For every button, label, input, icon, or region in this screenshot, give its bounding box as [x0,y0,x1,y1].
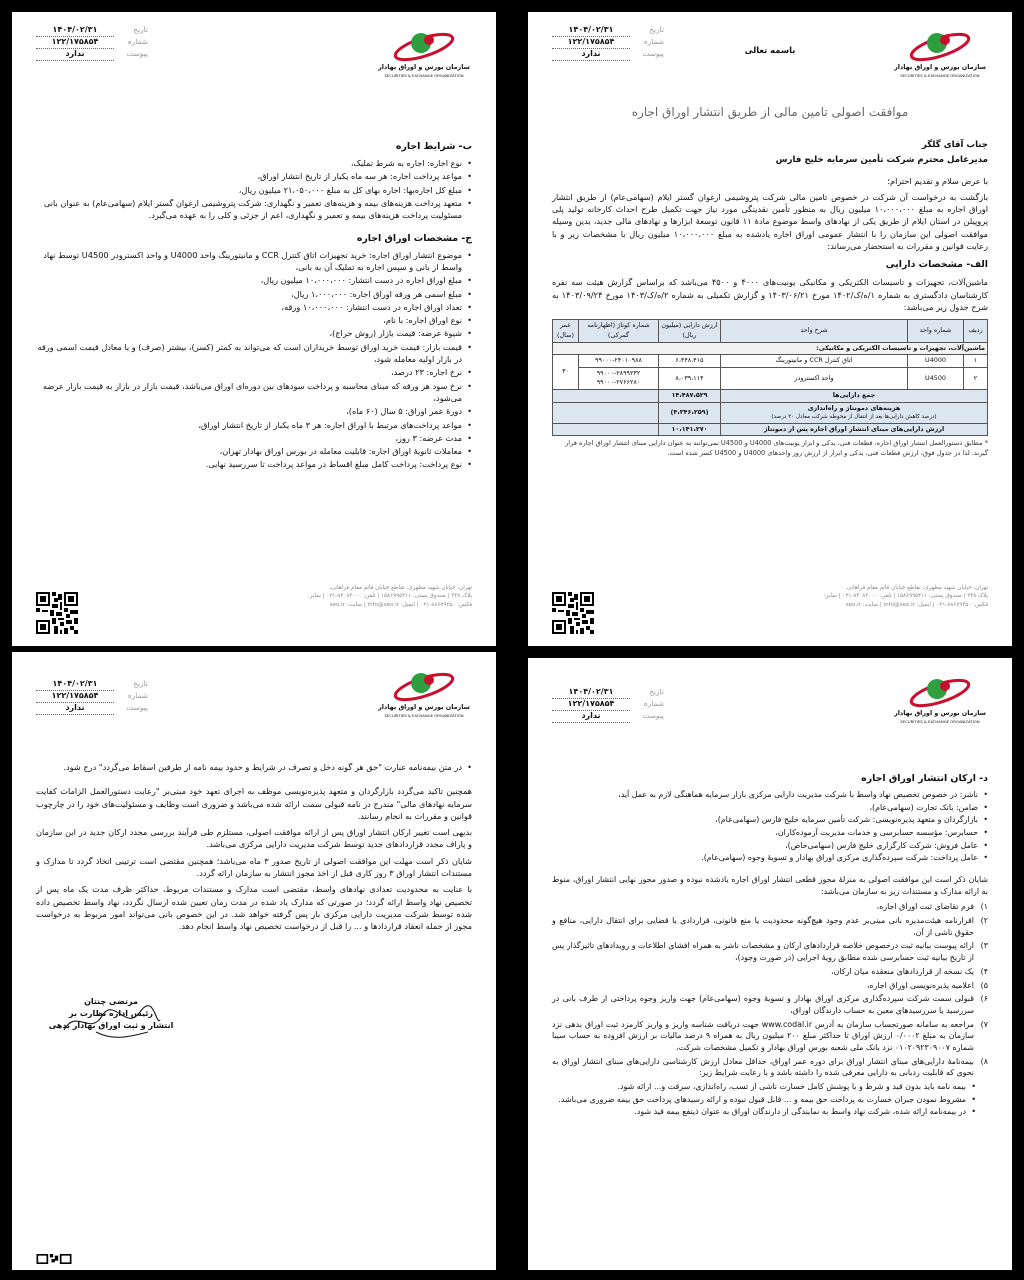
footer-address [272,584,472,634]
meta-date-value: ۱۴۰۴/۰۲/۳۱ [552,24,630,37]
deduction-row [553,402,988,423]
letter-page-1 [528,12,1012,646]
letter-page-4 [12,652,496,1270]
list-item: • تعداد اوراق اجاره در دست انتشار: ۱۰،۰۰۰،۰۰۰ ورقه، [36,301,472,313]
meta-date-label: تاریخ [649,25,664,35]
signer-name: مرتضی چنتان [84,997,138,1006]
page-3-body [552,766,988,1119]
list-item: • قیمت بازار: قیمت خرید اوراق توسط خریداران است که می‌تواند به کمتر (کسر)، بیشتر (صرف) و یا معادل قیمت اسمی ورقه در بازار اولیه معامله شود، [36,341,472,366]
table-row [553,355,988,368]
list-item [552,1019,988,1054]
cell-value: ۸،۰۳۹،۱۱۴ [659,367,721,389]
list-item: • مبلغ کل اجاره‌بها: اجاره بهای کل به مبلغ ۲۱،۰۵۰،۰۰۰ میلیون ریال، [36,184,472,196]
meta-attachment-value: ندارد [552,48,630,61]
th-life: عمر (سال) [553,320,579,342]
seo-logo [892,674,988,730]
paragraph: شایان ذکر است مهلت این موافقت اصولی از تاریخ صدور ۳ ماه می‌باشد؛ همچنین مقتضی است ترتیبی اتخاذ گردد تا مدارک و مستندات انتشار اوراق ۳ روز کاری قبل از اخذ مجوز انتشار به سازمان ارائه گردد. [36,855,472,879]
list-item: • متعهد پرداخت هزینه‌های بیمه و هزینه‌های تعمیر و نگهداری: شرکت پتروشیمی ارغوان گستر ایلام (سهامی‌عام) به عنوان بانی مسئولیت پرداخت هزینه‌های بیمه و تعمیر و نگهداری، اعم از جزئی و کلی را به عهده می‌گیرد. [36,197,472,222]
meta-number-label: شماره [127,37,148,47]
list-item [552,940,988,963]
footer-line: فکس: ۸۸۶۷۹۴۵۰-۰۲۱ | ایمیل: info@seo.ir | سایت: seo.ir [329,601,472,608]
section-b-list [36,157,472,221]
item-text: قبولی سمت شرکت سپرده‌گذاری مرکزی اوراق بهادار و تسویهٔ وجوه (سهامی‌عام) جهت واریز وجوه پرداختی از طرف بانی در سررسید یا سررسیدهای معین به حساب دارندگان اوراق، [552,994,974,1015]
list-item: • نوع پرداخت: پرداخت کامل مبلغ اقساط در مواعد پرداخت تا سررسید نهایی. [36,458,472,470]
list-item: • مشروط نمودن جبران خسارت به پرداخت حق بیمه و ... قابل قبول نبوده و ارائه رسیدهای پرداخت حق بیمه ضروری می‌باشد. [552,1094,976,1106]
cell-unit: U4500 [908,367,964,389]
org-name-fa: سازمان بورس و اوراق بهادار [894,709,986,717]
item-number: ۱) [980,902,988,912]
deduction-label: هزینه‌های دمونتاژ و راه‌اندازی [807,403,901,412]
seo-logo [376,28,472,84]
net-row [553,423,988,436]
signer-title: انتشار و ثبت اوراق بهادار بدهی [48,1021,174,1030]
cell-value: ۶،۴۴۸،۴۱۵ [659,355,721,368]
qr-code-icon [36,592,78,634]
footer-line: فکس: ۸۸۶۷۹۴۵۰-۰۲۱ | ایمیل: info@seo.ir | سایت: seo.ir [845,601,988,608]
cell-row-no: ۲ [964,367,988,389]
footer-line: تهران، خیابان شهید مطهری، تقاطع خیابان قائم مقام فراهانی، [845,585,988,591]
page-1-body [552,104,988,459]
org-name-fa: سازمان بورس و اوراق بهادار [894,63,986,71]
total-row [553,390,988,403]
item-text: یک نسخه از قراردادهای منعقده میان ارکان، [831,966,974,976]
total-value: ۱۴،۴۸۷،۵۲۹ [659,390,721,403]
item-text: اعلامیه پذیره‌نویسی اوراق اجاره، [866,980,974,990]
list-item [552,980,988,992]
list-item: • نوع اجاره: اجاره به شرط تملیک، [36,157,472,169]
footer-line: پلاک ۳۴۸ | صندوق پستی: ۱۵۸۶۹۹۵۴۱۱ | تلفن: ۸۴۰۸۳۰۰۰-۰۲۱ | نمابر: [307,593,472,600]
list-item: • دورهٔ عمر اوراق: ۵ سال (۶۰ ماه)، [36,405,472,417]
deduction-note: (درصد کاهش دارایی‌ها بعد از انتقال از محوطه شرکت معادل ۳۰ درصد) [771,414,937,421]
meta-date-value: ۱۴۰۴/۰۲/۳۱ [36,24,114,37]
deduction-label-cell [721,402,988,423]
list-item: • مدت عرضه: ۳ روز، [36,432,472,444]
meta-attachment-value: ندارد [36,702,114,715]
section-d-heading: د- ارکان انتشار اوراق اجاره [861,773,988,784]
paragraph: همچنین تاکید می‌گردد بازارگردان و متعهد پذیره‌نویسی موظف به اجرای تعهد خود مبنی‌بر "رعایت دستورالعمل الزامات کفایت سرمایه نهادهای مالی" مندرج در نامه قبولی سمت ارائه شده می‌باشد و ضروری است وظایف و مسئولیت‌های خود را در چارچوب قوانین و مقررات به انجام رسانند. [36,786,472,821]
total-label: جمع دارایی‌ها [721,390,988,403]
list-item: • در متن بیمه‌نامه عبارت "حق هر گونه دخل و تصرف در شرایط و حدود بیمه نامه از طرفین اسقاط می‌گردد" درج شود. [36,761,472,773]
letter-page-3 [528,658,1012,1270]
page-4-body [36,760,472,937]
item-number: ۸) [980,1056,988,1066]
intro-paragraph: بازگشت به درخواست آن شرکت در خصوص تامین مالی شرکت پتروشیمی ارغوان گستر ایلام (سهامی‌عام) از طریق انتشار اوراق اجاره به مبلغ ۱۰،۰۰۰،۰۰۰ میلیون ریال به منظور تأمین نقدینگی مورد نیاز جهت تکمیل طرح احداث کارخانه تولید پلی پروپیلن در استان ایلام از طریق یکی از نهادهای واسط موضوع مادهٔ ۱۱ قانون توسعهٔ ابزارها و نهادهای مالی جدید، بدین وسیله موافقت اصولی این سازمان را با انتشار عمومی اوراق اجاره یادشده به مبلغ ۱۰،۰۰۰،۰۰۰ میلیون ریال با مشخصات زیر و با رعایت قوانین و مقررات به استحضار می‌رساند: [552,191,989,252]
org-name-fa: سازمان بورس و اوراق بهادار [378,703,470,711]
list-item: • عامل فروش: شرکت کارگزاری خلیج فارس (سهامی‌خاص)، [552,840,988,852]
list-item: • بیمه نامه باید بدون قید و شرط و با پوشش کامل خسارت ناشی از تسب، راه‌اندازی، سرقت و... ارائه شود. [552,1081,976,1093]
seo-logo-icon [907,674,973,708]
deduction-value: (۴،۳۴۶،۲۵۹) [659,402,721,423]
letter-meta [36,678,148,714]
list-item: • شیوهٔ عرضه: قیمت بازار (روش حراج)، [36,327,472,339]
item-number: ۵) [980,980,988,990]
org-name-fa: سازمان بورس و اوراق بهادار [378,63,470,71]
meta-attachment-label: پیوست [642,711,664,721]
paragraph: بدیهی است تغییر ارکان انتشار اوراق پس از ارائه موافقت اصولی، مستلزم طی فرآیند بررسی مجدد ارکان جدید در این سازمان و پاراف مجدد قراردادهای جدید توسط شرکت مدیریت دارایی مرکزی می‌باشد. [36,827,472,850]
letter-title: موافقت اصولی تامین مالی از طریق انتشار اوراق اجاره [631,105,909,119]
table-header-row [553,320,988,342]
letter-meta [36,24,148,60]
net-label: ارزش دارایی‌های مبنای انتشار اوراق اجاره پس از دمونتاژ [721,423,988,436]
item-number: ۴) [980,966,988,976]
meta-date-value: ۱۴۰۴/۰۲/۳۱ [552,686,630,699]
letter-page-2 [12,12,496,646]
letter-meta [552,24,664,60]
page-footer [552,584,988,634]
letter-meta [552,686,664,722]
paragraph: با عنایت به محدودیت تعدادی نهادهای واسط، مقتضی است مدارک و مستندات مربوط، حداکثر ظرف مدت یک ماه پس از تخصیص نهاد واسط ارائه گردد؛ در صورتی که مدارک یاد شده در مدت زمان تعیین شده ارسال نگردد، نهاد واسط تخصیص داده شده توسط شرکت مدیریت دارایی مرکزی باز پس گرفته خواهد شد. در این خصوص بانی می‌تواند امور مربوط به درخواست مجوز از جمله انعقاد قراردادها و ... را قبل از درخواست تخصیص نهاد واسط انجام دهد. [36,884,472,932]
final-permit-notice: شایان ذکر است این موافقت اصولی به منزلهٔ مجوز قطعی انتشار اوراق اجاره یادشده نبوده و صدور مجوز نهایی انتشار اوراق، منوط به ارائه مدارک و مستندات زیر به سازمان می‌باشد: [552,875,988,896]
meta-attachment-label: پیوست [126,49,148,59]
list-item [552,966,988,978]
qr-code-icon [36,1254,72,1264]
insurance-conditions-list [552,1081,988,1118]
item-number: ۳) [980,941,988,951]
assets-table [552,319,988,436]
meta-number-label: شماره [643,37,664,47]
list-item: • نرخ سود هر ورقه که مبنای محاسبه و پرداخت سودهای بین دوره‌ای اوراق می‌باشد، قیمت بازار در بازار به قیمت بازار عرضه می‌شود، [36,380,472,405]
empty-cell [553,402,659,423]
list-item [552,901,988,913]
meta-number-value: ۱۲۲/۱۷۵۸۵۴ [36,36,114,49]
page-2-body [36,134,472,472]
list-item: • عامل پرداخت: شرکت سپرده‌گذاری مرکزی اوراق بهادار و تسویهٔ وجوه (سهامی‌عام). [552,852,988,864]
section-d-list [552,789,988,864]
table-footnote: * مطابق دستورالعمل انتشار اوراق اجاره، قطعات فنی، یدکی و ابزار یونیت‌های U4000 و U4500 نمی‌توانند به عنوان دارایی مبنای انتشار اوراق اجاره قرار گیرند. لذا در جدول فوق، ارزش قطعات فنی، یدکی و ابزار از ارزش روز واحدهای U4000 و U4500 کسر شده است. [565,439,988,458]
meta-number-value: ۱۲۲/۱۷۵۸۵۴ [552,698,630,711]
section-a-heading: الف- مشخصات دارایی [885,259,988,271]
section-b-heading: ب- شرایط اجاره [395,141,472,152]
org-name-en: SECURITIES & EXCHANGE ORGANIZATION [900,718,980,724]
footer-address [788,584,988,634]
page-footer [36,584,472,634]
list-item: • مبلغ اسمی هر ورقه اوراق اجاره: ۱،۰۰۰،۰۰۰ ریال، [36,288,472,300]
list-item [552,993,988,1016]
meta-date-value: ۱۴۰۴/۰۲/۳۱ [36,678,114,691]
meta-date-label: تاریخ [133,25,148,35]
list-item: • موضوع انتشار اوراق اجاره: خرید تجهیزات اتاق کنترل CCR و مانیتورینگ واحد U4000 و واحد اکسترودر U4500 توسط نهاد واسط از بانی و سپس اجاره به تملیک آن به بانی، [36,249,472,274]
item-text: فرم تقاضای ثبت اوراق اجاره، [876,902,974,912]
cell-desc: واحد اکسترودر [721,367,908,389]
list-item [552,915,988,938]
list-item: • مواعد پرداخت‌های مرتبط با اوراق اجاره: هر ۳ ماه یکبار از تاریخ انتشار اوراق، [36,419,472,431]
section-c-heading: ج- مشخصات اوراق اجاره [356,232,472,244]
cell-unit: U4000 [908,355,964,368]
item-text: ارائه پیوست بیانیه ثبت درخصوص خلاصه قراردادهای ارکان و مشخصات ناشر به همراه افشای اطلاعات و رویدادهای تاثیرگذار پس از تاریخ بیانیه ثبت حسابرسی شده مطابق رویهٔ اجرایی (در صورت وجود)، [552,941,974,963]
list-item [552,1056,988,1079]
list-item: • مواعد پرداخت اجاره: هر سه ماه یکبار از تاریخ انتشار اوراق، [36,170,472,182]
item-text: بیمه‌نامهٔ دارایی‌های مبنای انتشار اوراق برای دوره عمر اوراق، حداقل معادل ارزش کارشناسی دارایی‌های مبنای انتشار اوراق به نحوی که قابلیت ردیابی به دارایی معرفی شده را داشته باشد و با رعایت شرایط زیر: [552,1056,974,1078]
list-item: • در بیمه‌نامه ارائه شده، شرکت نهاد واسط به نمایندگی از دارندگان اوراق به عنوان ذینفع بیمه قید شود. [552,1106,976,1118]
kotaj-line: ۹۹۰۰۰-۲۸۹۹۲۳۲ [596,368,641,377]
list-item: • بازارگردان و متعهد پذیره‌نویسی: شرکت تأمین سرمایه خلیج فارس (سهامی‌عام)، [552,814,988,826]
footer-line: تهران، خیابان شهید مطهری، تقاطع خیابان قائم مقام فراهانی، [329,585,472,591]
list-item: • ضامن: بانک تجارت (سهامی‌عام)، [552,802,988,814]
recipient-title: مدیرعامل محترم شرکت تأمین سرمایه خلیج فارس [775,154,988,165]
list-item: • مبلغ اوراق اجاره در دست انتشار: ۱۰،۰۰۰،۰۰۰ میلیون ریال، [36,274,472,286]
table-category: ماشین‌آلات، تجهیزات و تاسیسات الکتریکی و مکانیکی: [553,342,988,355]
meta-attachment-value: ندارد [36,48,114,61]
item-number: ۷) [980,1019,988,1029]
item-number: ۶) [980,994,988,1004]
list-item: • ناشر: در خصوص تخصیص نهاد واسط با شرکت مدیریت دارایی مرکزی بازار سرمایه هماهنگی لازم به عمل آید، [552,789,988,801]
seo-logo [376,668,472,724]
list-item: • حسابرس: مؤسسه حسابرسی و خدمات مدیریت آزموده‌کاران، [552,827,988,839]
th-unit-no: شماره واحد [908,320,964,342]
recipient-name: جناب آقای گلگر [921,139,988,150]
greeting: با عرض سلام و تقدیم احترام؛ [887,175,988,186]
kotaj-line-extra: ۹۹۰۰۰-۲۷۶۶۲۸۰ [596,378,641,387]
meta-attachment-label: پیوست [126,703,148,713]
cell-life: ۳۰ [553,355,579,390]
section-c-list [36,249,472,471]
item-text: اقرارنامه هیئت‌مدیره بانی مبنی‌بر عدم وجود هیچ‌گونه محدودیت یا منع قانونی، قراردادی یا قضایی برای انتقال دارایی، منافع و حقوق ناشی از آن، [552,916,974,937]
bismillah: باسمه تعالی [744,45,796,55]
empty-cell [553,390,659,403]
signer-title: رئیس اداره نظارت بر [69,1009,153,1018]
th-row-no: ردیف [964,320,988,342]
org-name-en: SECURITIES & EXCHANGE ORGANIZATION [384,712,464,718]
meta-number-value: ۱۲۲/۱۷۵۸۵۴ [36,690,114,703]
meta-number-value: ۱۲۲/۱۷۵۸۵۴ [552,36,630,49]
seo-logo-icon [391,28,457,62]
seo-logo-icon [391,668,457,702]
list-item: • نرخ اجاره: ۲۳ درصد، [36,366,472,378]
qr-code-icon [552,592,594,634]
org-name-en: SECURITIES & EXCHANGE ORGANIZATION [384,72,464,78]
th-asset-value: ارزش دارایی (میلیون ریال) [659,320,721,342]
cell-row-no: ۱ [964,355,988,368]
section-a-text: ماشین‌آلات، تجهیزات و تاسیسات الکتریکی و مکانیکی یونیت‌های ۴۰۰۰ و ۴۵۰۰ می‌باشد که براساس گزارش هیئت سه نفره کارشناسان دادگستری به شماره ۱/ه/ک/۱۴۰۲ مورخ ۱۴۰۳/۰۶/۲۱ و گزارش تکمیلی به شماره ۲/ه/ک/۱۴۰۳ مورخ ۱۴۰۳/۰۹/۲۴ به شرح جدول زیر می‌باشد: [552,277,988,313]
meta-date-label: تاریخ [133,679,148,689]
item-text: مراجعه به سامانه صورتحساب سازمان به آدرس www.codal.ir جهت دریافت شناسه واریز و واریز کارمزد ثبت اوراق بدهی نزد سازمان به مبلغ ۰/۰۰۰۲ ارزش اوراق تا حداکثر مبلغ ۲۰۰ میلیون ریال به همراه ۹ درصد مالیات بر ارزش افزوده به حساب سیبا شماره ۰۱۰۲۰۹۲۳۰۹۰۰۷ نزد بانک ملی شعبه بورس اوراق بهادار و تکمیل مشخصات شرکت، [552,1019,974,1052]
meta-date-label: تاریخ [649,687,664,697]
signature-block [36,996,186,1042]
cell-kotaj [579,367,659,389]
insurance-clause-list [36,761,472,773]
table-row [553,367,988,389]
list-item: • نوع اوراق اجاره: با نام، [36,314,472,326]
cell-kotaj: ۹۹۰۰۰-۲۴۰۱۰۹۸۸ [579,355,659,368]
cell-desc: اتاق کنترل CCR و مانیتورینگ [721,355,908,368]
meta-number-label: شماره [127,691,148,701]
empty-cell [553,423,659,436]
item-number: ۲) [980,916,988,926]
net-value: ۱۰،۱۴۱،۲۷۰ [659,423,721,436]
meta-attachment-label: پیوست [642,49,664,59]
list-item: • معاملات ثانویهٔ اوراق اجاره: قابلیت معامله در بورس اوراق بهادار تهران، [36,445,472,457]
th-unit-desc: شرح واحد [721,320,908,342]
requirements-list [552,901,988,1079]
org-name-en: SECURITIES & EXCHANGE ORGANIZATION [900,72,980,78]
th-kotaj-no: شماره کوتاژ (اظهارنامه گمرکی) [579,320,659,342]
meta-attachment-value: ندارد [552,710,630,723]
meta-number-label: شماره [643,699,664,709]
footer-line: پلاک ۳۴۸ | صندوق پستی: ۱۵۸۶۹۹۵۴۱۱ | تلفن: ۸۴۰۸۳۰۰۰-۰۲۱ | نمابر: [823,593,988,600]
